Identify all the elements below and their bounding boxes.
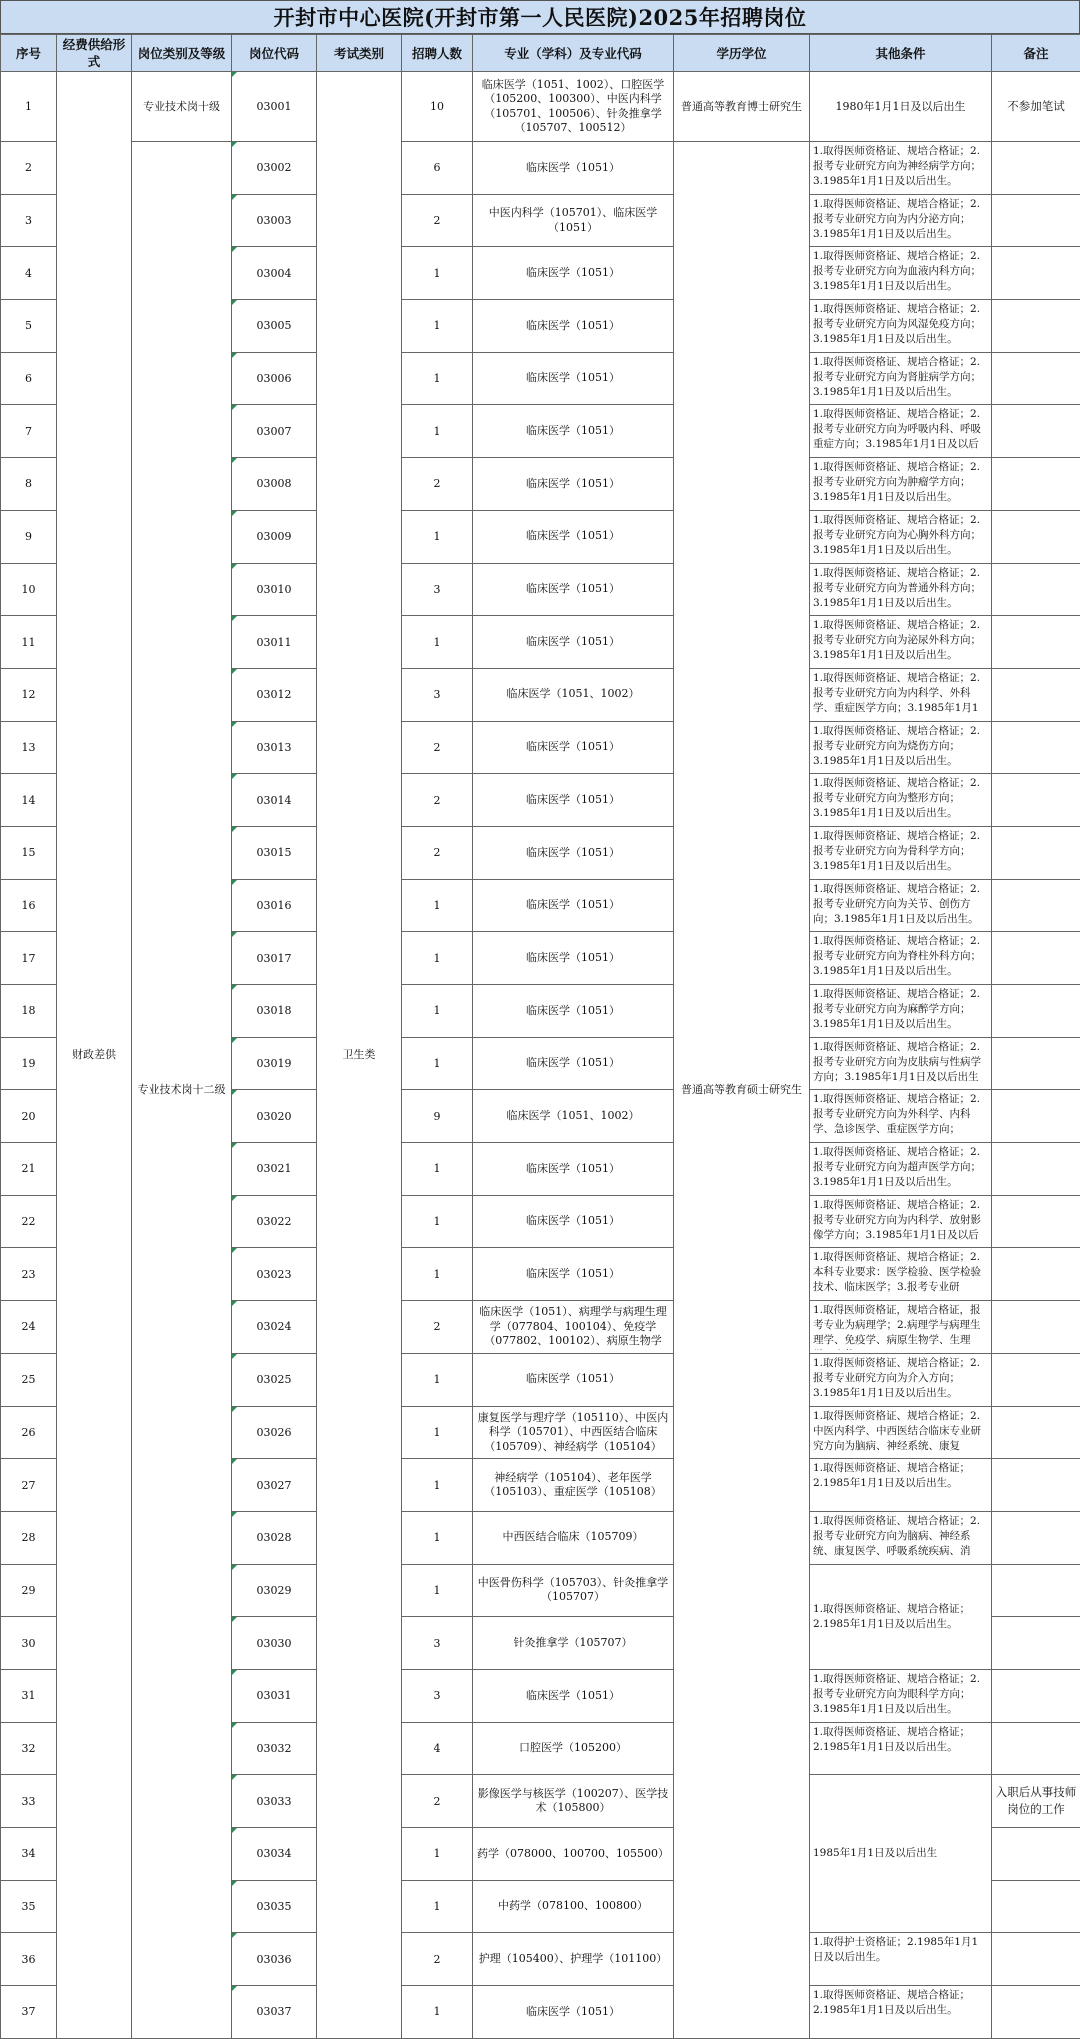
cell-note bbox=[992, 1564, 1080, 1617]
cell-note bbox=[992, 1459, 1080, 1512]
cell-major: 中西医结合临床（105709） bbox=[473, 1511, 674, 1564]
header-seq: 序号 bbox=[1, 35, 57, 72]
table-row bbox=[1, 142, 1080, 195]
cell-note bbox=[992, 300, 1080, 353]
cell-major: 临床医学（1051） bbox=[473, 510, 674, 563]
conditions-text: 1.取得医师资格证、规培合格证；2.报考专业研究方向为外科学、内科学、急诊医学、重症医学方向； bbox=[813, 1093, 981, 1136]
cell-count: 2 bbox=[402, 1301, 473, 1354]
cell-count: 1 bbox=[402, 510, 473, 563]
cell-count: 1 bbox=[402, 1564, 473, 1617]
conditions-text: 1.取得医师资格证、规培合格证；2.1985年1月1日及以后出生。 bbox=[813, 1725, 971, 1753]
page-title: 开封市中心医院(开封市第一人民医院)2025年招聘岗位 bbox=[0, 0, 1080, 34]
cell-code: 03037 bbox=[232, 1986, 317, 2039]
cell-note bbox=[992, 510, 1080, 563]
cell-note bbox=[992, 247, 1080, 300]
cell-count: 1 bbox=[402, 879, 473, 932]
cell-seq: 10 bbox=[1, 563, 57, 616]
cell-seq: 15 bbox=[1, 826, 57, 879]
conditions-text: 1.取得医师资格证、规培合格证；2.本科专业要求：医学检验、医学检验技术、临床医学；3.报考专业研 bbox=[813, 1251, 981, 1294]
cell-seq: 7 bbox=[1, 405, 57, 458]
conditions-text: 1.取得医师资格证、规培合格证；2.报考专业研究方向为内科学、放射影像学方向；3.1985年1月1日及以后 bbox=[813, 1198, 981, 1241]
cell-count: 9 bbox=[402, 1090, 473, 1143]
cell-seq: 12 bbox=[1, 668, 57, 721]
cell-count: 10 bbox=[402, 72, 473, 142]
cell-major: 临床医学（1051）、病理学与病理生理学（077804、100104）、免疫学（077802、100102）、病原生物学 bbox=[473, 1301, 674, 1354]
cell-code: 03013 bbox=[232, 721, 317, 774]
conditions-text: 1.取得医师资格证、规培合格证；2.1985年1月1日及以后出生。 bbox=[813, 1462, 971, 1490]
cell-note bbox=[992, 1301, 1080, 1354]
cell-seq: 17 bbox=[1, 932, 57, 985]
cell-count: 1 bbox=[402, 1828, 473, 1881]
cell-note bbox=[992, 1617, 1080, 1670]
cell-code: 03018 bbox=[232, 985, 317, 1038]
cell-count: 1 bbox=[402, 1459, 473, 1512]
cell-code: 03021 bbox=[232, 1143, 317, 1196]
cell-conditions bbox=[810, 879, 992, 932]
cell-note bbox=[992, 1195, 1080, 1248]
conditions-text: 1.取得医师资格证、规培合格证；2.报考专业研究方向为麻醉学方向；3.1985年1月1日及以后出生。 bbox=[813, 988, 981, 1030]
conditions-text: 1.取得医师资格证、规培合格证；2.报考专业研究方向为脑病、神经系统、康复医学、呼吸系统疾病、消 bbox=[813, 1514, 981, 1557]
cell-seq: 14 bbox=[1, 774, 57, 827]
cell-conditions bbox=[810, 405, 992, 458]
cell-major: 护理（105400）、护理学（101100） bbox=[473, 1933, 674, 1986]
cell-seq: 21 bbox=[1, 1143, 57, 1196]
cell-note bbox=[992, 1143, 1080, 1196]
cell-code: 03029 bbox=[232, 1564, 317, 1617]
cell-major: 神经病学（105104）、老年医学（105103）、重症医学（105108） bbox=[473, 1459, 674, 1512]
cell-code: 03036 bbox=[232, 1933, 317, 1986]
cell-major: 康复医学与理疗学（105110）、中医内科学（105701）、中西医结合临床（105709）、神经病学（105104） bbox=[473, 1406, 674, 1459]
cell-code: 03030 bbox=[232, 1617, 317, 1670]
cell-conditions bbox=[810, 1406, 992, 1459]
cell-major: 临床医学（1051） bbox=[473, 458, 674, 511]
cell-seq: 2 bbox=[1, 142, 57, 195]
cell-count: 1 bbox=[402, 932, 473, 985]
cell-conditions bbox=[810, 668, 992, 721]
conditions-text: 1.取得医师资格证、规培合格证；2.报考专业研究方向为介入方向；3.1985年1月1日及以后出生。 bbox=[813, 1356, 981, 1399]
cell-count: 1 bbox=[402, 1037, 473, 1090]
cell-major: 临床医学（1051） bbox=[473, 142, 674, 195]
cell-code: 03004 bbox=[232, 247, 317, 300]
cell-seq: 35 bbox=[1, 1880, 57, 1933]
cell-major: 影像医学与核医学（100207）、医学技术（105800） bbox=[473, 1775, 674, 1828]
cell-major: 临床医学（1051） bbox=[473, 879, 674, 932]
cell-conditions bbox=[810, 1301, 992, 1354]
cell-major: 临床医学（1051） bbox=[473, 352, 674, 405]
conditions-text: 1.取得医师资格证、规培合格证；2.报考专业研究方向为烧伤方向；3.1985年1月1日及以后出生。 bbox=[813, 724, 981, 767]
header-edu: 学历学位 bbox=[674, 35, 810, 72]
cell-note bbox=[992, 1037, 1080, 1090]
cell-major: 临床医学（1051、1002） bbox=[473, 1090, 674, 1143]
cell-major: 临床医学（1051） bbox=[473, 563, 674, 616]
cell-seq: 9 bbox=[1, 510, 57, 563]
cell-major: 临床医学（1051、1002）、口腔医学（105200、100300）、中医内科学（105701、100506）、针灸推拿学（105707、100512） bbox=[473, 72, 674, 142]
cell-code: 03019 bbox=[232, 1037, 317, 1090]
recruitment-table bbox=[0, 34, 1080, 2039]
cell-seq: 23 bbox=[1, 1248, 57, 1301]
cell-seq: 13 bbox=[1, 721, 57, 774]
cell-code: 03011 bbox=[232, 616, 317, 669]
cell-note bbox=[992, 352, 1080, 405]
cell-code: 03006 bbox=[232, 352, 317, 405]
cell-count: 2 bbox=[402, 194, 473, 247]
cell-conditions bbox=[810, 932, 992, 985]
table-row bbox=[1, 72, 1080, 142]
cell-note bbox=[992, 1722, 1080, 1775]
cell-count: 2 bbox=[402, 774, 473, 827]
conditions-text: 1.取得医师资格证、规培合格证；2.报考专业研究方向为肾脏病学方向；3.1985年1月1日及以后出生。 bbox=[813, 355, 981, 398]
cell-major: 中医内科学（105701）、临床医学（1051） bbox=[473, 194, 674, 247]
cell-conditions bbox=[810, 1090, 992, 1143]
cell-seq: 25 bbox=[1, 1353, 57, 1406]
cell-count: 1 bbox=[402, 1143, 473, 1196]
cell-code: 03017 bbox=[232, 932, 317, 985]
conditions-text: 1.取得医师资格证、规培合格证；2.报考专业研究方向为泌尿外科方向；3.1985年1月1日及以后出生。 bbox=[813, 619, 981, 662]
cell-education: 普通高等教育硕士研究生 bbox=[674, 142, 810, 2039]
cell-major: 中药学（078100、100800） bbox=[473, 1880, 674, 1933]
cell-seq: 31 bbox=[1, 1669, 57, 1722]
cell-code: 03002 bbox=[232, 142, 317, 195]
cell-note bbox=[992, 1933, 1080, 1986]
cell-major: 临床医学（1051） bbox=[473, 826, 674, 879]
cell-code: 03001 bbox=[232, 72, 317, 142]
conditions-text: 1.取得医师资格证、规培合格证；2.中医内科学、中西医结合临床专业研究方向为脑病、神经系统、康复 bbox=[813, 1409, 981, 1452]
cell-major: 针灸推拿学（105707） bbox=[473, 1617, 674, 1670]
header-note: 备注 bbox=[992, 35, 1080, 72]
conditions-text: 1.取得医师资格证、规培合格证；2.报考专业研究方向为脊柱外科方向；3.1985年1月1日及以后出生。 bbox=[813, 935, 981, 978]
cell-conditions bbox=[810, 616, 992, 669]
conditions-text: 1.取得医师资格证、规培合格证；2.报考专业研究方向为风湿免疫方向；3.1985年1月1日及以后出生。 bbox=[813, 303, 981, 346]
cell-conditions bbox=[810, 1037, 992, 1090]
cell-code: 03034 bbox=[232, 1828, 317, 1881]
cell-exam: 卫生类 bbox=[317, 72, 402, 2039]
cell-note bbox=[992, 616, 1080, 669]
cell-category: 专业技术岗十级 bbox=[132, 72, 232, 142]
cell-conditions bbox=[810, 194, 992, 247]
cell-seq: 19 bbox=[1, 1037, 57, 1090]
cell-count: 1 bbox=[402, 1195, 473, 1248]
cell-major: 临床医学（1051） bbox=[473, 1669, 674, 1722]
cell-code: 03027 bbox=[232, 1459, 317, 1512]
cell-seq: 8 bbox=[1, 458, 57, 511]
conditions-text: 1.取得医师资格证、规培合格证；2.报考专业研究方向为超声医学方向；3.1985年1月1日及以后出生。 bbox=[813, 1146, 981, 1189]
cell-major: 临床医学（1051） bbox=[473, 247, 674, 300]
header-fund: 经费供给形式 bbox=[57, 35, 132, 72]
cell-note bbox=[992, 826, 1080, 879]
cell-count: 1 bbox=[402, 985, 473, 1038]
cell-conditions bbox=[810, 1195, 992, 1248]
cell-conditions bbox=[810, 458, 992, 511]
cell-count: 1 bbox=[402, 616, 473, 669]
cell-count: 1 bbox=[402, 352, 473, 405]
cell-conditions bbox=[810, 1986, 992, 2039]
cell-code: 03007 bbox=[232, 405, 317, 458]
cell-conditions bbox=[810, 721, 992, 774]
cell-major: 临床医学（1051） bbox=[473, 1195, 674, 1248]
header-row bbox=[1, 35, 1080, 72]
cell-major: 临床医学（1051） bbox=[473, 774, 674, 827]
cell-note bbox=[992, 1986, 1080, 2039]
header-category: 岗位类别及等级 bbox=[132, 35, 232, 72]
cell-major: 中医骨伤科学（105703）、针灸推拿学（105707） bbox=[473, 1564, 674, 1617]
cell-note bbox=[992, 985, 1080, 1038]
cell-seq: 24 bbox=[1, 1301, 57, 1354]
cell-code: 03031 bbox=[232, 1669, 317, 1722]
cell-seq: 30 bbox=[1, 1617, 57, 1670]
cell-code: 03008 bbox=[232, 458, 317, 511]
cell-note bbox=[992, 721, 1080, 774]
cell-note bbox=[992, 668, 1080, 721]
cell-note bbox=[992, 563, 1080, 616]
cell-note bbox=[992, 879, 1080, 932]
cell-conditions: 1980年1月1日及以后出生 bbox=[810, 72, 992, 142]
cell-conditions bbox=[810, 142, 992, 195]
cell-code: 03028 bbox=[232, 1511, 317, 1564]
cell-conditions bbox=[810, 300, 992, 353]
cell-note: 入职后从事技师岗位的工作 bbox=[992, 1775, 1080, 1828]
cell-education: 普通高等教育博士研究生 bbox=[674, 72, 810, 142]
cell-note bbox=[992, 194, 1080, 247]
cell-note bbox=[992, 1669, 1080, 1722]
conditions-text: 1.取得医师资格证、规培合格证；2.报考专业研究方向为眼科学方向；3.1985年1月1日及以后出生。 bbox=[813, 1672, 981, 1715]
cell-seq: 5 bbox=[1, 300, 57, 353]
conditions-text: 1.取得医师资格证、规培合格证；2.报考专业研究方向为血液内科方向；3.1985年1月1日及以后出生。 bbox=[813, 250, 981, 293]
cell-count: 3 bbox=[402, 668, 473, 721]
cell-conditions bbox=[810, 1722, 992, 1775]
conditions-text: 1.取得医师资格证、规培合格证；2.报考专业研究方向为内分泌方向；3.1985年1月1日及以后出生。 bbox=[813, 197, 981, 240]
cell-code: 03010 bbox=[232, 563, 317, 616]
cell-count: 1 bbox=[402, 1353, 473, 1406]
conditions-text: 1.取得医师资格证、规培合格证；2.报考专业研究方向为皮肤病与性病学方向；3.1985年1月1日及以后出生 bbox=[813, 1040, 981, 1083]
cell-code: 03022 bbox=[232, 1195, 317, 1248]
cell-major: 临床医学（1051） bbox=[473, 616, 674, 669]
header-cond: 其他条件 bbox=[810, 35, 992, 72]
cell-seq: 1 bbox=[1, 72, 57, 142]
cell-major: 口腔医学（105200） bbox=[473, 1722, 674, 1775]
cell-conditions bbox=[810, 826, 992, 879]
cell-note bbox=[992, 1511, 1080, 1564]
cell-seq: 22 bbox=[1, 1195, 57, 1248]
cell-count: 1 bbox=[402, 405, 473, 458]
cell-seq: 28 bbox=[1, 1511, 57, 1564]
cell-count: 1 bbox=[402, 1986, 473, 2039]
cell-count: 1 bbox=[402, 1248, 473, 1301]
cell-conditions bbox=[810, 1248, 992, 1301]
cell-count: 2 bbox=[402, 458, 473, 511]
cell-note: 不参加笔试 bbox=[992, 72, 1080, 142]
cell-category: 专业技术岗十二级 bbox=[132, 142, 232, 2039]
cell-code: 03035 bbox=[232, 1880, 317, 1933]
cell-seq: 27 bbox=[1, 1459, 57, 1512]
header-count: 招聘人数 bbox=[402, 35, 473, 72]
cell-note bbox=[992, 458, 1080, 511]
conditions-text: 1.取得医师资格证、规培合格证；2.1985年1月1日及以后出生。 bbox=[813, 1989, 971, 2017]
cell-code: 03003 bbox=[232, 194, 317, 247]
cell-conditions bbox=[810, 1933, 992, 1986]
cell-seq: 37 bbox=[1, 1986, 57, 2039]
cell-count: 2 bbox=[402, 1933, 473, 1986]
header-code: 岗位代码 bbox=[232, 35, 317, 72]
conditions-text: 1.取得医师资格证、规培合格证；2.报考专业研究方向为普通外科方向；3.1985年1月1日及以后出生。 bbox=[813, 566, 981, 609]
cell-conditions bbox=[810, 1669, 992, 1722]
cell-count: 1 bbox=[402, 300, 473, 353]
cell-major: 药学（078000、100700、105500） bbox=[473, 1828, 674, 1881]
cell-code: 03026 bbox=[232, 1406, 317, 1459]
cell-count: 2 bbox=[402, 721, 473, 774]
conditions-text: 1.取得护士资格证；2.1985年1月1日及以后出生。 bbox=[813, 1936, 979, 1964]
cell-seq: 18 bbox=[1, 985, 57, 1038]
cell-count: 1 bbox=[402, 1511, 473, 1564]
cell-count: 3 bbox=[402, 563, 473, 616]
cell-code: 03015 bbox=[232, 826, 317, 879]
cell-major: 临床医学（1051、1002） bbox=[473, 668, 674, 721]
cell-code: 03009 bbox=[232, 510, 317, 563]
cell-conditions bbox=[810, 1511, 992, 1564]
cell-seq: 36 bbox=[1, 1933, 57, 1986]
cell-note bbox=[992, 1353, 1080, 1406]
cell-major: 临床医学（1051） bbox=[473, 1143, 674, 1196]
cell-major: 临床医学（1051） bbox=[473, 405, 674, 458]
cell-count: 3 bbox=[402, 1617, 473, 1670]
cell-count: 2 bbox=[402, 1775, 473, 1828]
cell-code: 03024 bbox=[232, 1301, 317, 1354]
cell-note bbox=[992, 932, 1080, 985]
cell-seq: 3 bbox=[1, 194, 57, 247]
cell-note bbox=[992, 1828, 1080, 1881]
cell-major: 临床医学（1051） bbox=[473, 985, 674, 1038]
cell-conditions bbox=[810, 563, 992, 616]
cell-major: 临床医学（1051） bbox=[473, 1037, 674, 1090]
cell-count: 1 bbox=[402, 1880, 473, 1933]
cell-count: 2 bbox=[402, 826, 473, 879]
conditions-text: 1.取得医师资格证、规培合格证；2.报考专业研究方向为内科学、外科学、重症医学方向；3.1985年1月1 bbox=[813, 671, 981, 714]
cell-major: 临床医学（1051） bbox=[473, 1986, 674, 2039]
cell-major: 临床医学（1051） bbox=[473, 300, 674, 353]
cell-major: 临床医学（1051） bbox=[473, 932, 674, 985]
cell-conditions bbox=[810, 510, 992, 563]
cell-note bbox=[992, 1880, 1080, 1933]
cell-seq: 34 bbox=[1, 1828, 57, 1881]
cell-code: 03014 bbox=[232, 774, 317, 827]
cell-seq: 11 bbox=[1, 616, 57, 669]
cell-major: 临床医学（1051） bbox=[473, 1248, 674, 1301]
cell-code: 03016 bbox=[232, 879, 317, 932]
conditions-text: 1.取得医师资格证、规培合格证；2.报考专业研究方向为骨科学方向；3.1985年1月1日及以后出生。 bbox=[813, 829, 981, 872]
cell-note bbox=[992, 1248, 1080, 1301]
cell-note bbox=[992, 774, 1080, 827]
cell-conditions bbox=[810, 774, 992, 827]
cell-note bbox=[992, 1090, 1080, 1143]
cell-seq: 4 bbox=[1, 247, 57, 300]
cell-major: 临床医学（1051） bbox=[473, 1353, 674, 1406]
cell-conditions bbox=[810, 1143, 992, 1196]
cell-funding: 财政差供 bbox=[57, 72, 132, 2039]
conditions-text: 1.取得医师资格证、规培合格证；2.报考专业研究方向为整形方向；3.1985年1月1日及以后出生。 bbox=[813, 777, 981, 820]
cell-seq: 32 bbox=[1, 1722, 57, 1775]
conditions-text: 1.取得医师资格证，规培合格证，报考专业为病理学；2.病理学与病理生理学、免疫学、病原生物学、生理 bbox=[813, 1304, 981, 1347]
cell-note bbox=[992, 142, 1080, 195]
cell-code: 03025 bbox=[232, 1353, 317, 1406]
cell-conditions: 1985年1月1日及以后出生 bbox=[810, 1775, 992, 1933]
cell-count: 3 bbox=[402, 1669, 473, 1722]
cell-conditions bbox=[810, 247, 992, 300]
cell-code: 03020 bbox=[232, 1090, 317, 1143]
cell-major: 临床医学（1051） bbox=[473, 721, 674, 774]
cell-seq: 6 bbox=[1, 352, 57, 405]
cell-count: 4 bbox=[402, 1722, 473, 1775]
cell-conditions bbox=[810, 1353, 992, 1406]
cell-code: 03012 bbox=[232, 668, 317, 721]
cell-count: 1 bbox=[402, 1406, 473, 1459]
cell-seq: 16 bbox=[1, 879, 57, 932]
cell-code: 03033 bbox=[232, 1775, 317, 1828]
cell-count: 6 bbox=[402, 142, 473, 195]
cell-note bbox=[992, 405, 1080, 458]
cell-seq: 33 bbox=[1, 1775, 57, 1828]
header-major: 专业（学科）及专业代码 bbox=[473, 35, 674, 72]
conditions-text: 1.取得医师资格证、规培合格证；2.报考专业研究方向为呼吸内科、呼吸重症方向；3.1985年1月1日及以后 bbox=[813, 408, 981, 451]
header-exam: 考试类别 bbox=[317, 35, 402, 72]
cell-conditions bbox=[810, 352, 992, 405]
cell-seq: 26 bbox=[1, 1406, 57, 1459]
cell-code: 03005 bbox=[232, 300, 317, 353]
cell-conditions bbox=[810, 1459, 992, 1512]
cell-conditions bbox=[810, 985, 992, 1038]
conditions-text: 1.取得医师资格证、规培合格证；2.报考专业研究方向为心胸外科方向；3.1985年1月1日及以后出生。 bbox=[813, 513, 981, 556]
conditions-text: 1.取得医师资格证、规培合格证；2.报考专业研究方向为肿瘤学方向；3.1985年1月1日及以后出生。 bbox=[813, 461, 981, 504]
cell-code: 03032 bbox=[232, 1722, 317, 1775]
cell-count: 1 bbox=[402, 247, 473, 300]
cell-seq: 20 bbox=[1, 1090, 57, 1143]
conditions-text: 1.取得医师资格证、规培合格证；2.报考专业研究方向为关节、创伤方向；3.1985年1月1日及以后出生。 bbox=[813, 882, 981, 925]
cell-seq: 29 bbox=[1, 1564, 57, 1617]
conditions-text: 1.取得医师资格证、规培合格证；2.报考专业研究方向为神经病学方向；3.1985年1月1日及以后出生。 bbox=[813, 145, 981, 187]
cell-code: 03023 bbox=[232, 1248, 317, 1301]
cell-note bbox=[992, 1406, 1080, 1459]
cell-conditions: 1.取得医师资格证、规培合格证；2.1985年1月1日及以后出生。 bbox=[810, 1564, 992, 1669]
